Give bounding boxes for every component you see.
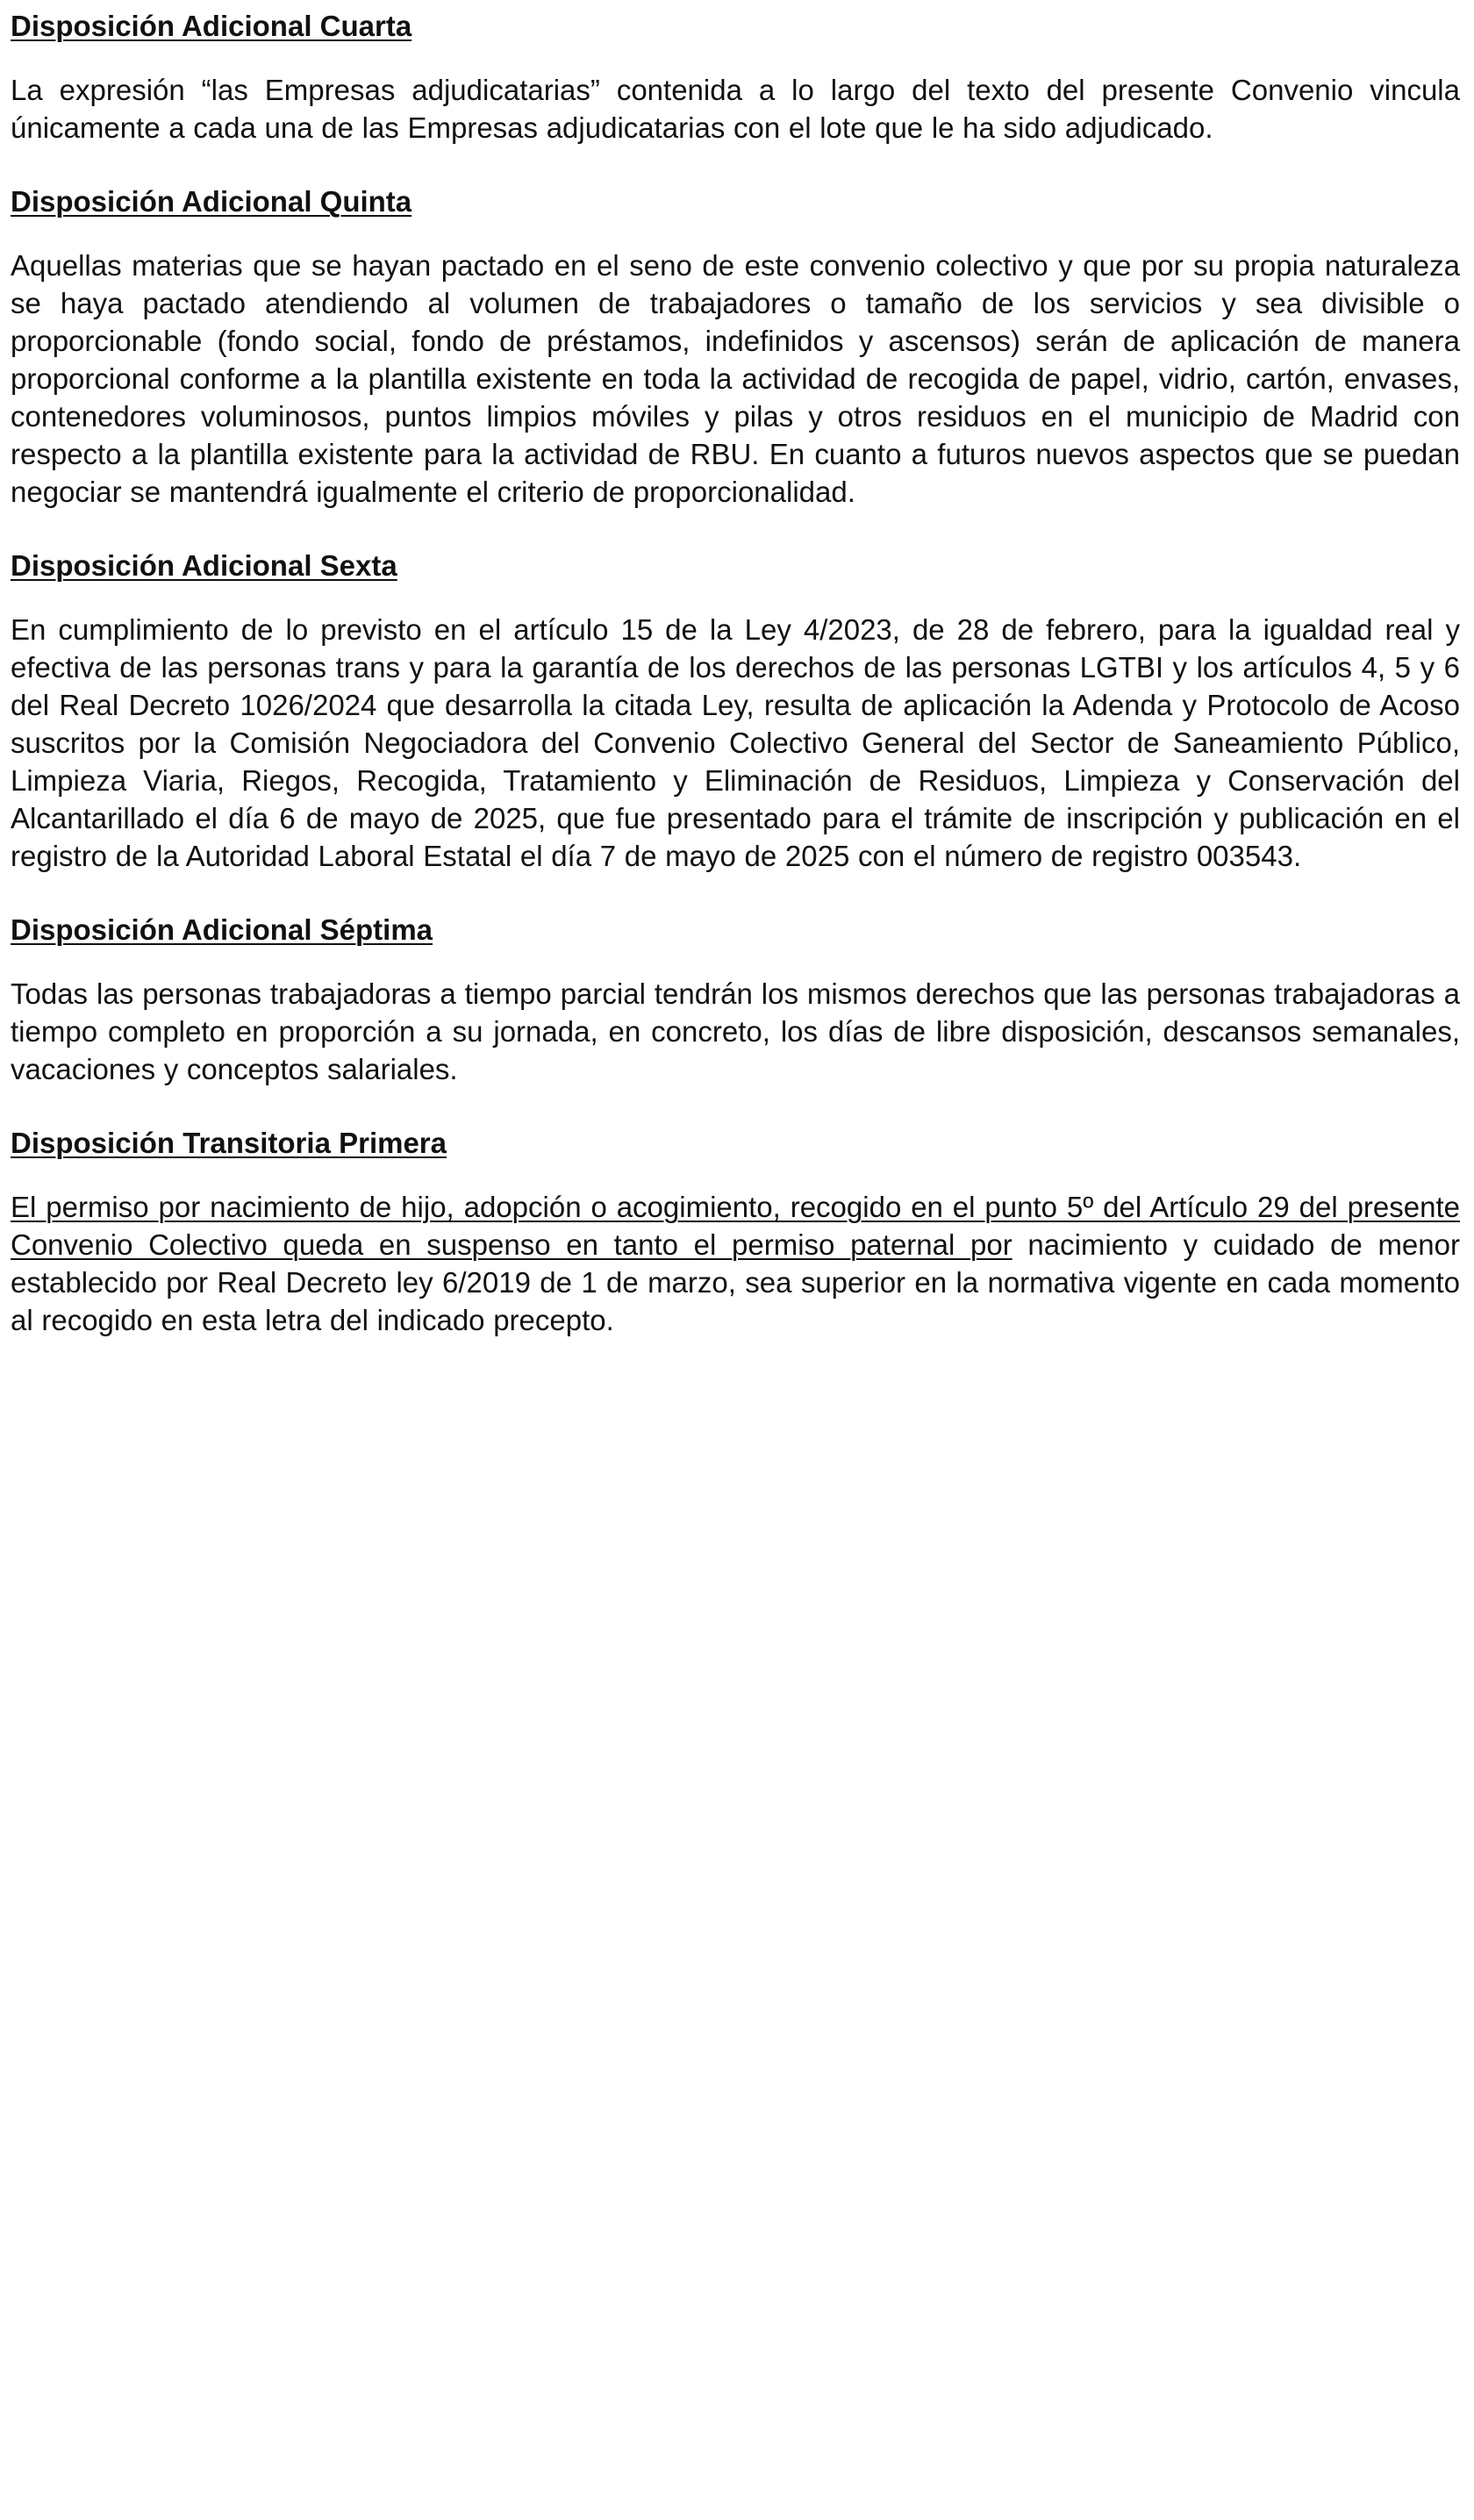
section-transitoria-primera — [11, 1124, 1460, 1339]
section-adicional-septima — [11, 911, 1460, 1088]
paragraph-text: nacimiento y cuidado de menor establecido por Real Decreto ley 6/2019 de 1 de marzo, sea superior en la normativa vigente en cada momento al recogido en esta letra del indicado precepto. — [11, 1228, 1460, 1336]
section-heading: Disposición Adicional Cuarta — [11, 10, 412, 42]
section-paragraph: Todas las personas trabajadoras a tiempo parcial tendrán los mismos derechos que las personas trabajadoras a tiempo completo en proporción a su jornada, en concreto, los días de libre disposición, descansos semanales, vacaciones y conceptos salariales. — [11, 977, 1460, 1085]
section-adicional-sexta — [11, 547, 1460, 875]
section-adicional-cuarta — [11, 7, 1460, 147]
section-heading: Disposición Adicional Séptima — [11, 913, 433, 946]
document-page — [11, 7, 1460, 1375]
section-adicional-quinta — [11, 183, 1460, 511]
section-paragraph: La expresión “las Empresas adjudicatarias” contenida a lo largo del texto del presente Convenio vincula únicamente a cada una de las Empresas adjudicatarias con el lote que le ha sido adjudicado. — [11, 74, 1460, 144]
section-paragraph — [11, 1188, 1460, 1339]
section-paragraph: En cumplimiento de lo previsto en el artículo 15 de la Ley 4/2023, de 28 de febrero, para la igualdad real y efectiva de las personas trans y para la garantía de los derechos de las personas LGTBI y los artículos 4, 5 y 6 del Real Decreto 1026/2024 que desarrolla la citada Ley, resulta de aplicación la Adenda y Protocolo de Acoso suscritos por la Comisión Negociadora del Convenio Colectivo General del Sector de Saneamiento Público, Limpieza Viaria, Riegos, Recogida, Tratamiento y Eliminación de Residuos, Limpieza y Conservación del Alcantarillado el día 6 de mayo de 2025, que fue presentado para el trámite de inscripción y publicación en el registro de la Autoridad Laboral Estatal el día 7 de mayo de 2025 con el número de registro 003543. — [11, 613, 1460, 872]
section-paragraph: Aquellas materias que se hayan pactado en el seno de este convenio colectivo y que por su propia naturaleza se haya pactado atendiendo al volumen de trabajadores o tamaño de los servicios y sea divisible o proporcionable (fondo social, fondo de préstamos, indefinidos y ascensos) serán de aplicación de manera proporcional conforme a la plantilla existente en toda la actividad de recogida de papel, vidrio, cartón, envases, contenedores voluminosos, puntos limpios móviles y pilas y otros residuos en el municipio de Madrid con respecto a la plantilla existente para la actividad de RBU. En cuanto a futuros nuevos aspectos que se puedan negociar se mantendrá igualmente el criterio de proporcionalidad. — [11, 249, 1460, 508]
section-heading: Disposición Transitoria Primera — [11, 1127, 447, 1159]
section-heading: Disposición Adicional Quinta — [11, 185, 412, 218]
underlined-text: El permiso por nacimiento de hijo, adopción o acogimiento, recogido en el punto 5º del Artículo 29 del presente Convenio Colectivo queda en suspenso en tanto el permiso paternal por — [11, 1191, 1460, 1261]
section-heading: Disposición Adicional Sexta — [11, 549, 397, 582]
